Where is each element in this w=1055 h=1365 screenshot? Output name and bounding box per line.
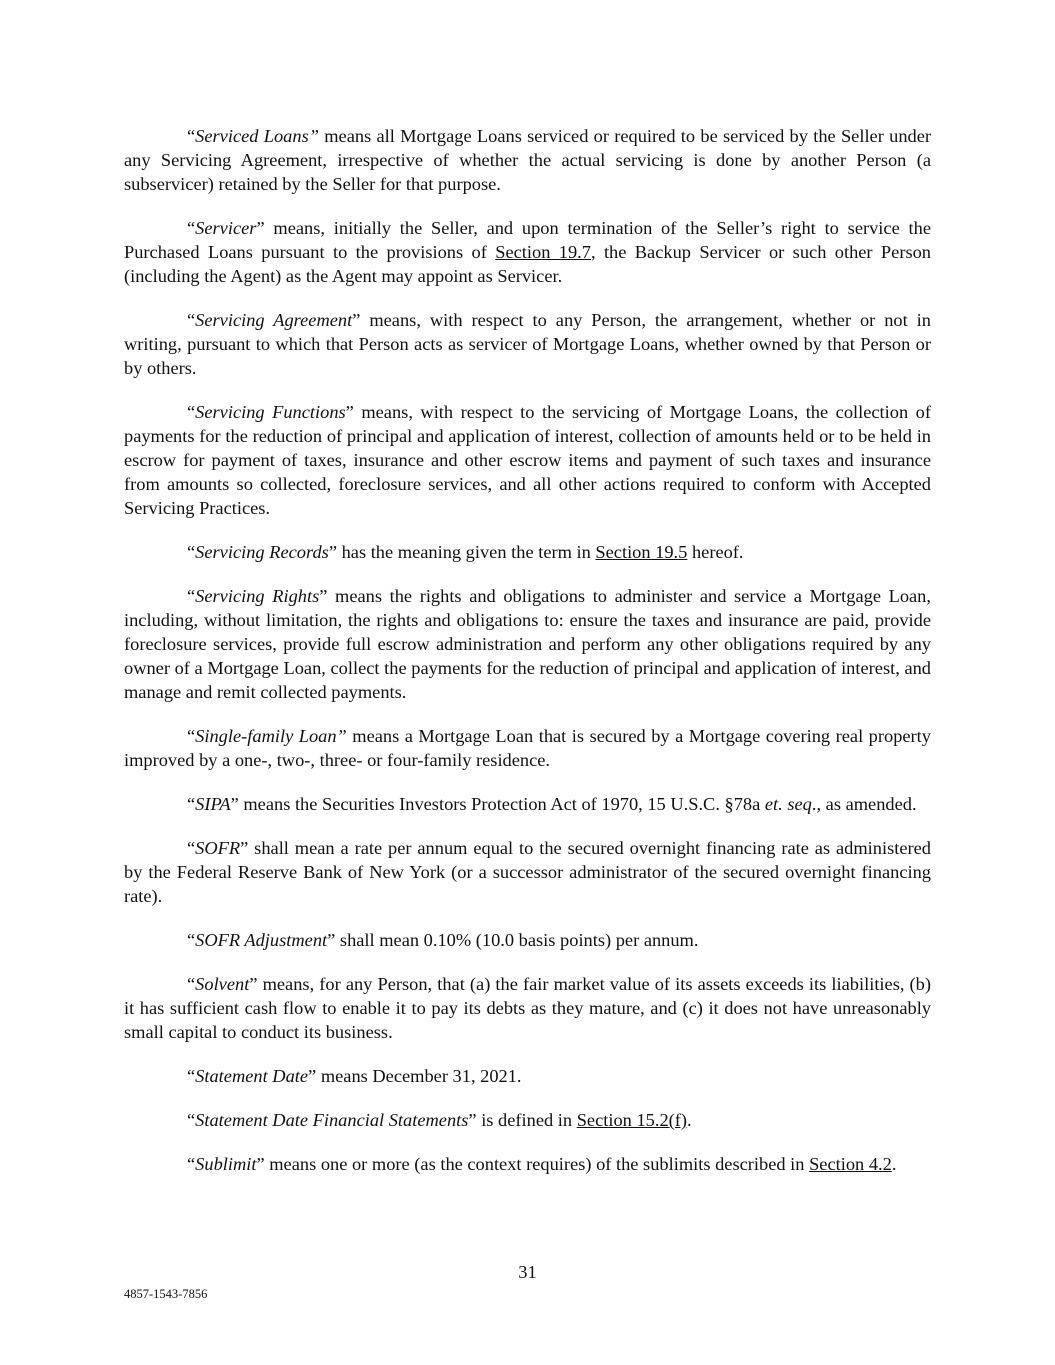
defined-term: Statement Date Financial Statements [195,1110,469,1130]
definition-text: is defined in [476,1110,577,1130]
definition-sofr-adjustment: “SOFR Adjustment” shall mean 0.10% (10.0 basis points) per annum. [187,930,699,950]
definition-text: . [687,1110,692,1130]
definition-text: means December 31, 2021. [316,1066,522,1086]
document-page [124,124,931,1176]
defined-term: Servicer [195,218,257,238]
defined-term: Solvent [195,974,250,994]
defined-term: SOFR [195,838,241,858]
definition-servicing-rights: “Servicing Rights” means the rights and obligations to administer and service a Mortgage Loan, including, without limitation, the rights and obligations to: ensure the taxes and insurance are paid, provide foreclosure services, provide full escrow administration and perform any other obligations required by any owner of a Mortgage Loan, collect the payments for the reduction of principal and application of interest, and manage and remit collected payments. [124,586,931,702]
defined-term: SOFR Adjustment [195,930,328,950]
defined-term: Servicing Rights [195,586,320,606]
definition-sublimit: “Sublimit” means one or more (as the context requires) of the sublimits described in Section 4.2. [187,1154,897,1174]
defined-term: Sublimit [195,1154,257,1174]
definition-text: has the meaning given the term in [336,542,596,562]
document-id: 4857-1543-7856 [124,1287,208,1301]
defined-term: Servicing Records [195,542,329,562]
definition-text: means, with respect to any Person, the arrangement, whether or not in writing, pursuant to which that Person acts as servicer of Mortgage Loans, whether owned by that Person or by others. [124,310,931,378]
definition-text: means all Mortgage Loans serviced or required to be serviced by the Seller under any Servicing Agreement, irrespective of whether the actual servicing is done by another Person (a subservicer) retained by the Seller for that purpose. [124,126,931,194]
definition-text: . [891,1154,897,1174]
definition-servicing-agreement: “Servicing Agreement” means, with respect to any Person, the arrangement, whether or not in writing, pursuant to which that Person acts as servicer of Mortgage Loans, whether owned by that Person or by others. [124,310,931,378]
definition-text: means, with respect to the servicing of Mortgage Loans, the collection of payments for the reduction of principal and application of interest, collection of amounts held or to be held in escrow for payment of taxes, insurance and other escrow items and payment of such taxes and insurance from amounts so collected, foreclosure services, and all other actions required to conform with Accepted Servicing Practices. [124,402,931,518]
definition-servicing-records: “Servicing Records” has the meaning given the term in Section 19.5 hereof. [187,542,744,562]
page-number: 31 [518,1262,537,1282]
definition-text: means the Securities Investors Protection Act of 1970, 15 U.S.C. §78a [238,794,765,814]
section-reference: Section 19.7 [495,242,591,262]
defined-term: Single-family Loan” [195,726,347,746]
definition-text: means, for any Person, that (a) the fair market value of its assets exceeds its liabilities, (b) it has sufficient cash flow to enable it to pay its debts as they mature, and (c) it does not have unreasonably small capital to conduct its business. [124,974,931,1042]
definition-solvent: “Solvent” means, for any Person, that (a) the fair market value of its assets exceeds its liabilities, (b) it has sufficient cash flow to enable it to pay its debts as they mature, and (c) it does not have unreasonably small capital to conduct its business. [124,974,931,1042]
definition-text: means the rights and obligations to administer and service a Mortgage Loan, including, without limitation, the rights and obligations to: ensure the taxes and insurance are paid, provide foreclosure services, provide full escrow administration and perform any other obligations required by any owner of a Mortgage Loan, collect the payments for the reduction of principal and application of interest, and manage and remit collected payments. [124,586,931,702]
defined-term: SIPA [195,794,231,814]
definition-text: , the Backup Servicer or such other Person (including the Agent) as the Agent may appoint as Servicer. [124,242,931,286]
definition-statement-date-financial-statements: “Statement Date Financial Statements” is defined in Section 15.2(f). [187,1110,692,1130]
defined-term: Statement Date [195,1066,309,1086]
definition-single-family-loan: “Single-family Loan” means a Mortgage Loan that is secured by a Mortgage covering real property improved by a one-, two-, three- or four-family residence. [124,726,931,770]
definition-serviced-loans: “Serviced Loans” means all Mortgage Loans serviced or required to be serviced by the Seller under any Servicing Agreement, irrespective of whether the actual servicing is done by another Person (a subservicer) retained by the Seller for that purpose. [124,126,931,194]
defined-term: Servicing Agreement [195,310,353,330]
defined-term: Servicing Functions [195,402,346,422]
defined-term: Serviced Loans” [195,126,319,146]
definition-sipa: “SIPA” means the Securities Investors Protection Act of 1970, 15 U.S.C. §78a et. seq., as amended. [187,794,917,814]
definition-servicer: “Servicer” means, initially the Seller, and upon termination of the Seller’s right to service the Purchased Loans pursuant to the provisions of Section 19.7, the Backup Servicer or such other Person (including the Agent) as the Agent may appoint as Servicer. [124,218,931,286]
definition-text: hereof. [687,542,744,562]
definition-servicing-functions: “Servicing Functions” means, with respect to the servicing of Mortgage Loans, the collection of payments for the reduction of principal and application of interest, collection of amounts held or to be held in escrow for payment of taxes, insurance and other escrow items and payment of such taxes and insurance from amounts so collected, foreclosure services, and all other actions required to conform with Accepted Servicing Practices. [124,402,931,518]
definition-text: means one or more (as the context requires) of the sublimits described in [264,1154,810,1174]
definition-sofr: “SOFR” shall mean a rate per annum equal to the secured overnight financing rate as administered by the Federal Reserve Bank of New York (or a successor administrator of the secured overnight financing rate). [124,838,931,906]
definition-text: ., as amended. [811,794,917,814]
definition-statement-date: “Statement Date” means December 31, 2021. [187,1066,522,1086]
latin-abbreviation: et. seq [764,794,812,814]
section-reference: Section 4.2 [809,1154,892,1174]
section-reference: Section 15.2(f) [576,1110,688,1130]
definition-text: means a Mortgage Loan that is secured by a Mortgage covering real property improved by a one-, two-, three- or four-family residence. [124,726,931,770]
definition-text: means, initially the Seller, and upon termination of the Seller’s right to service the Purchased Loans pursuant to the provisions of [124,218,931,262]
definition-text: shall mean 0.10% (10.0 basis points) per annum. [335,930,699,950]
section-reference: Section 19.5 [595,542,688,562]
definition-text: shall mean a rate per annum equal to the secured overnight financing rate as administered by the Federal Reserve Bank of New York (or a successor administrator of the secured overnight financing rate). [124,838,931,906]
